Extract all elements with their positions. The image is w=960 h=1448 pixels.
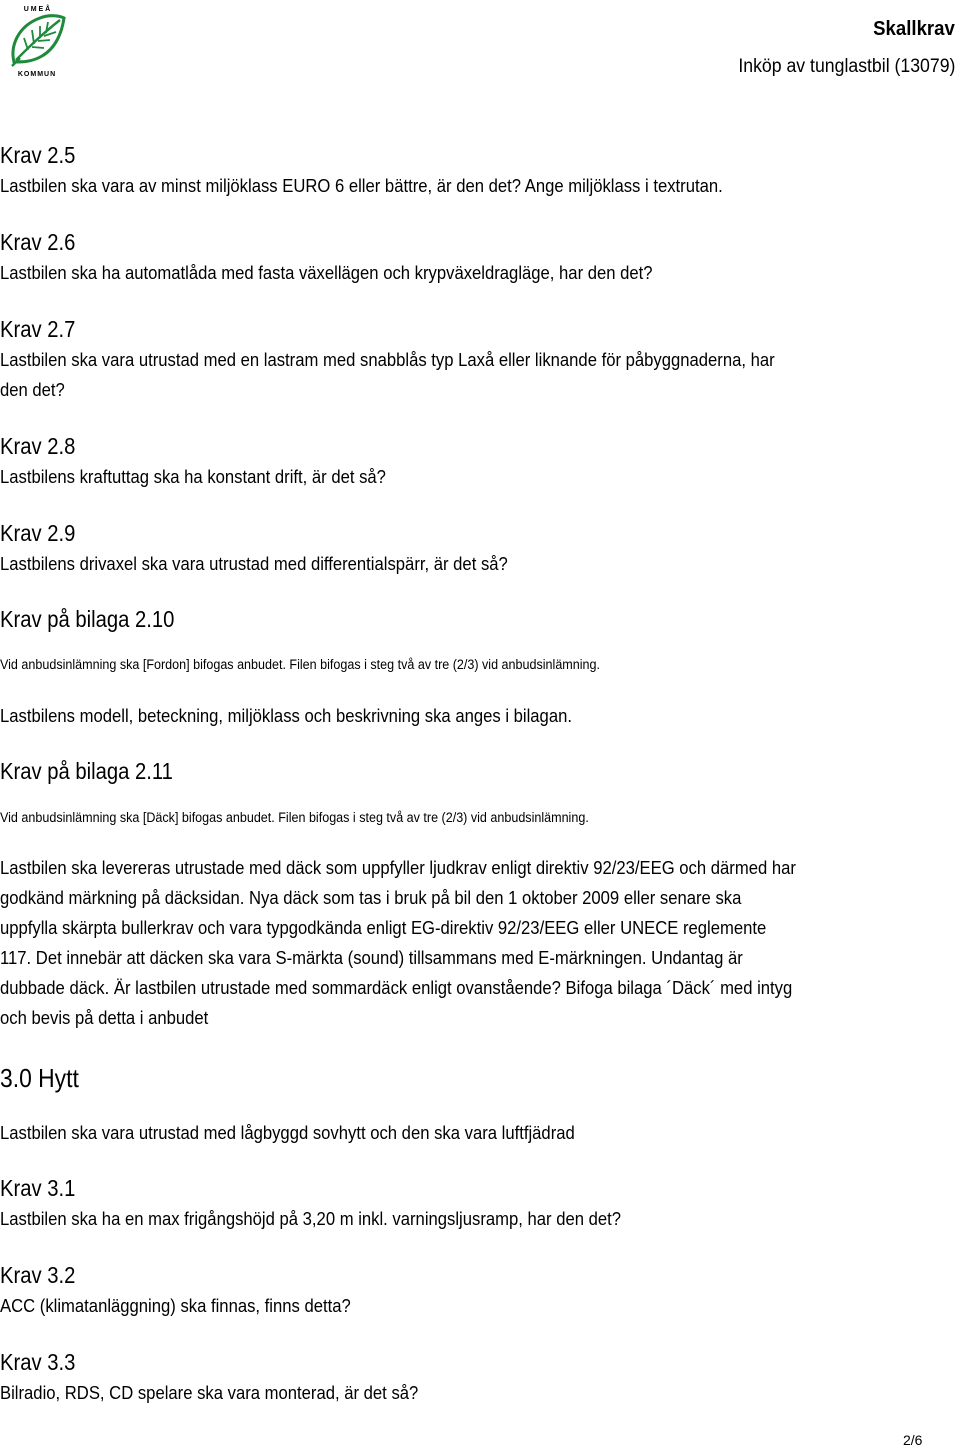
text-krav-3-3: Bilradio, RDS, CD spelare ska vara monterad, är det så? <box>0 1382 419 1403</box>
text-krav-2-6: Lastbilen ska ha automatlåda med fasta växellägen och krypväxeldragläge, har den det? <box>0 262 653 283</box>
heading-krav-2-11: Krav på bilaga 2.11 <box>0 758 173 784</box>
paragraph-line: och bevis på detta i anbudet <box>0 1007 209 1028</box>
text-krav-2-8: Lastbilens kraftuttag ska ha konstant drift, är det så? <box>0 466 386 487</box>
logo-text-bottom: KOMMUN <box>17 71 57 78</box>
paragraph-line: 117. Det innebär att däcken ska vara S-märkta (sound) tillsammans med E-märkningen. Undantag är <box>0 947 743 968</box>
text-krav-2-9: Lastbilens drivaxel ska vara utrustad med differentialspärr, är det så? <box>0 553 508 574</box>
heading-krav-3-3: Krav 3.3 <box>0 1349 76 1375</box>
paragraph-line: uppfylla skärpta bullerkrav och vara typgodkända enligt EG-direktiv 92/23/EEG eller UNECE reglemente <box>0 917 767 938</box>
logo-text-top: U M E Å <box>23 6 51 13</box>
header-title: Skallkrav <box>873 18 955 40</box>
heading-krav-2-10: Krav på bilaga 2.10 <box>0 606 175 632</box>
text-krav-2-7-line2: den det? <box>0 379 65 400</box>
text-hytt: Lastbilen ska vara utrustad med lågbyggd sovhytt och den ska vara luftfjädrad <box>0 1122 575 1143</box>
text-krav-2-10: Lastbilens modell, beteckning, miljöklass och beskrivning ska anges i bilagan. <box>0 705 572 726</box>
heading-krav-2-5: Krav 2.5 <box>0 142 76 168</box>
text-krav-2-5: Lastbilen ska vara av minst miljöklass EURO 6 eller bättre, är den det? Ange miljöklass i textrutan. <box>0 175 723 196</box>
heading-krav-2-9: Krav 2.9 <box>0 520 76 546</box>
paragraph-line: godkänd märkning på däcksidan. Nya däck som tas i bruk på bil den 1 oktober 2009 eller senare ska <box>0 887 742 908</box>
heading-krav-2-8: Krav 2.8 <box>0 433 76 459</box>
paragraph-krav-2-11 <box>0 853 960 1033</box>
text-krav-3-2: ACC (klimatanläggning) ska finnas, finns detta? <box>0 1295 351 1316</box>
header-subtitle: Inköp av tunglastbil (13079) <box>737 56 955 77</box>
heading-krav-2-6: Krav 2.6 <box>0 229 76 255</box>
text-krav-3-1: Lastbilen ska ha en max frigångshöjd på 3,20 m inkl. varningsljusramp, har den det? <box>0 1208 622 1229</box>
paragraph-line: Lastbilen ska levereras utrustade med däck som uppfyller ljudkrav enligt direktiv 92/23/EEG och därmed har <box>0 857 796 878</box>
heading-krav-3-2: Krav 3.2 <box>0 1262 76 1288</box>
note-krav-2-11: Vid anbudsinlämning ska [Däck] bifogas anbudet. Filen bifogas i steg två av tre (2/3) vid anbudsinlämning. <box>0 810 589 825</box>
heading-krav-3-1: Krav 3.1 <box>0 1175 76 1201</box>
note-krav-2-10: Vid anbudsinlämning ska [Fordon] bifogas anbudet. Filen bifogas i steg två av tre (2/3) vid anbudsinlämning. <box>0 657 600 672</box>
page-number: 2/6 <box>903 1432 923 1448</box>
heading-krav-2-7: Krav 2.7 <box>0 316 76 342</box>
paragraph-line: dubbade däck. Är lastbilen utrustade med sommardäck enligt ovanstående? Bifoga bilaga ´Däck´ med intyg <box>0 977 793 998</box>
text-krav-2-7-line1: Lastbilen ska vara utrustad med en lastram med snabblås typ Laxå eller liknande för påbyggnaderna, har <box>0 349 775 370</box>
umea-kommun-logo <box>6 2 68 78</box>
heading-hytt: 3.0 Hytt <box>0 1063 79 1093</box>
